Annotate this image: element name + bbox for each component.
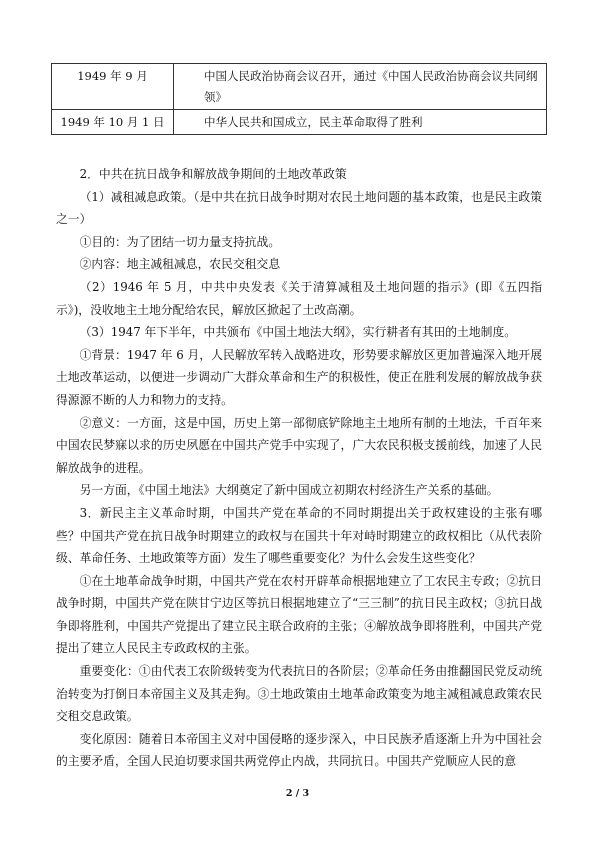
- paragraph: （2）1946 年 5 月，中共中央发表《关于清算减租及土地问题的指示》(即《五四指示》)，没收地主土地分配给农民，解放区掀起了土改高潮。: [56, 279, 542, 317]
- section-heading: 3．新民主主义革命时期，中国共产党在革命的不同时期提出关于政权建设的主张有哪些？中国共产党在抗日战争时期建立的政权与在国共十年对峙时期建立的政权相比（从代表阶级、革命任务、土地政策等方面）发生了哪些重要变化？为什么会发生这些变化？: [56, 505, 542, 566]
- paragraph: （3）1947 年下半年，中共颁布《中国土地法大纲》，实行耕者有其田的土地制度。: [79, 325, 517, 340]
- paragraph: ②内容：地主减租减息，农民交租交息: [79, 257, 281, 272]
- document-body: [56, 163, 542, 773]
- paragraph: （1）减租减息政策。（是中共在抗日战争时期对农民土地问题的基本政策，也是民主政策之一）: [56, 189, 542, 227]
- table-cell-date: 1949 年 9 月: [52, 64, 174, 110]
- table-cell-event: 中国人民政治协商会议召开，通过《中国人民政治协商会议共同纲领》: [174, 64, 547, 110]
- table-row: [52, 64, 547, 110]
- paragraph: ①在土地革命战争时期，中国共产党在农村开辟革命根据地建立了工农民主专政；②抗日战争时期，中国共产党在陕甘宁边区等抗日根据地建立了“三三制”的抗日民主政权；③抗日战争即将胜利，中国共产党提出了建立民主联合政府的主张；④解放战争即将胜利，中国共产党提出了建立人民民主专政政权的主张。: [56, 573, 542, 656]
- table-cell-event: 中华人民共和国成立，民主革命取得了胜利: [174, 110, 547, 135]
- section-heading: 2．中共在抗日战争和解放战争期间的土地改革政策: [79, 167, 347, 181]
- paragraph: ①目的：为了团结一切力量支持抗战。: [79, 234, 281, 249]
- timeline-table: [51, 63, 547, 135]
- page-number: 2 / 3: [285, 788, 310, 799]
- table-row: [52, 110, 547, 135]
- paragraph: 重要变化：①由代表工农阶级转变为代表抗日的各阶层；②革命任务由推翻国民党反动统治转变为打倒日本帝国主义及其走狗。③土地政策由土地革命政策变为地主减租减息政策农民交租交息政策。: [56, 664, 542, 724]
- paragraph: ①背景：1947 年 6 月，人民解放军转入战略进攻，形势要求解放区更加普遍深入地开展土地改革运动，以便进一步调动广大群众革命和生产的积极性，使正在胜利发展的解放战争获得源源不断的人力和物力的支持。: [56, 347, 542, 407]
- paragraph: ②意义：一方面，这是中国，历史上第一部彻底铲除地主土地所有制的土地法，千百年来中国农民梦寐以求的历史夙愿在中国共产党手中实现了，广大农民积极支援前线，加速了人民解放战争的进程。: [56, 415, 542, 475]
- paragraph: 变化原因：随着日本帝国主义对中国侵略的逐步深入，中日民族矛盾逐渐上升为中国社会的主要矛盾，全国人民迫切要求国共两党停止内战，共同抗日。中国共产党顺应人民的意: [56, 731, 542, 769]
- table-cell-date: 1949 年 10 月 1 日: [52, 110, 174, 135]
- paragraph: 另一方面，《中国土地法》大纲奠定了新中国成立初期农村经济生产关系的基础。: [79, 483, 499, 498]
